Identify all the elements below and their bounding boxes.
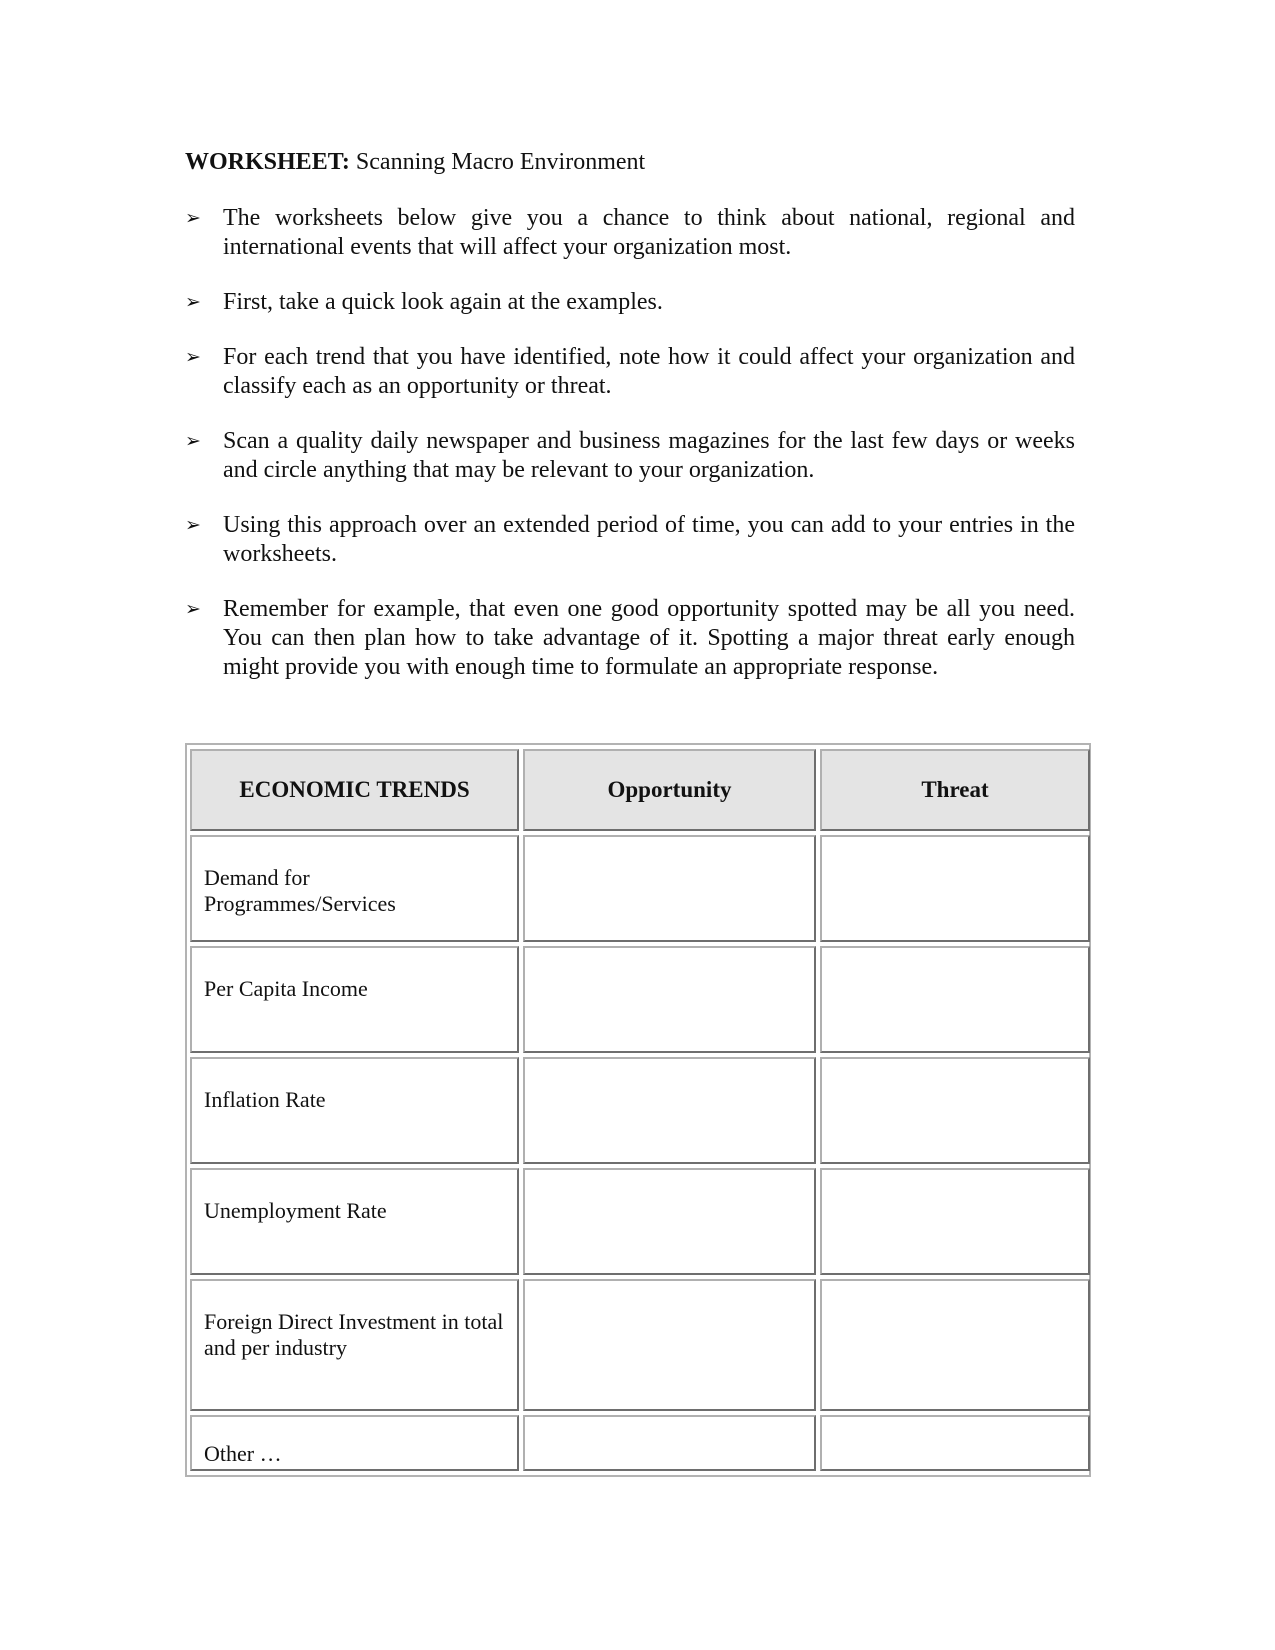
arrow-bullet-icon: ➢ <box>185 430 201 452</box>
arrow-bullet-icon: ➢ <box>185 598 201 620</box>
instruction-text: Scan a quality daily newspaper and business magazines for the last few days or weeks and circle anything that may be relevant to your organization. <box>223 428 1075 483</box>
opportunity-cell <box>523 1279 816 1411</box>
instruction-item <box>185 427 1075 485</box>
header-economic-trends: ECONOMIC TRENDS <box>190 749 519 831</box>
opportunity-cell <box>523 835 816 942</box>
instruction-item <box>185 204 1075 262</box>
threat-cell <box>820 1057 1090 1164</box>
trend-label: Per Capita Income <box>204 976 368 1001</box>
arrow-bullet-icon: ➢ <box>185 346 201 368</box>
threat-cell <box>820 835 1090 942</box>
header-threat: Threat <box>820 749 1090 831</box>
instruction-text: Remember for example, that even one good opportunity spotted may be all you need. You can then plan how to take advantage of it. Spotting a major threat early enough might provide you with enough time to formulate an appropriate response. <box>223 596 1075 680</box>
trend-label: Inflation Rate <box>204 1087 326 1112</box>
trend-label: Demand for Programmes/Services <box>204 865 396 916</box>
threat-cell <box>820 1279 1090 1411</box>
trend-cell <box>190 835 519 942</box>
trend-cell <box>190 1415 519 1471</box>
trend-cell <box>190 1057 519 1164</box>
threat-cell <box>820 1168 1090 1275</box>
opportunity-cell <box>523 1168 816 1275</box>
arrow-bullet-icon: ➢ <box>185 514 201 536</box>
trend-cell <box>190 946 519 1053</box>
threat-cell <box>820 946 1090 1053</box>
opportunity-cell <box>523 946 816 1053</box>
instruction-list <box>185 204 1075 682</box>
page-title <box>185 148 645 176</box>
header-opportunity: Opportunity <box>523 749 816 831</box>
title-text: Scanning Macro Environment <box>349 149 646 175</box>
opportunity-cell <box>523 1415 816 1471</box>
instruction-text: For each trend that you have identified, note how it could affect your organization and classify each as an opportunity or threat. <box>223 344 1075 399</box>
instruction-text: Using this approach over an extended period of time, you can add to your entries in the worksheets. <box>223 512 1075 567</box>
instruction-item <box>185 343 1075 401</box>
instruction-item <box>185 511 1075 569</box>
trend-label: Foreign Direct Investment in total and per industry <box>204 1309 504 1360</box>
trend-cell <box>190 1168 519 1275</box>
opportunity-cell <box>523 1057 816 1164</box>
arrow-bullet-icon: ➢ <box>185 291 201 313</box>
trend-cell <box>190 1279 519 1411</box>
instruction-text: First, take a quick look again at the examples. <box>223 289 663 315</box>
arrow-bullet-icon: ➢ <box>185 207 201 229</box>
instruction-item <box>185 595 1075 682</box>
economic-trends-table <box>185 743 1091 1477</box>
instruction-text: The worksheets below give you a chance to think about national, regional and international events that will affect your organization most. <box>223 205 1075 260</box>
title-label: WORKSHEET: <box>185 149 350 175</box>
trend-label: Other … <box>204 1441 282 1466</box>
trend-label: Unemployment Rate <box>204 1198 387 1223</box>
instruction-item <box>185 288 1075 317</box>
threat-cell <box>820 1415 1090 1471</box>
